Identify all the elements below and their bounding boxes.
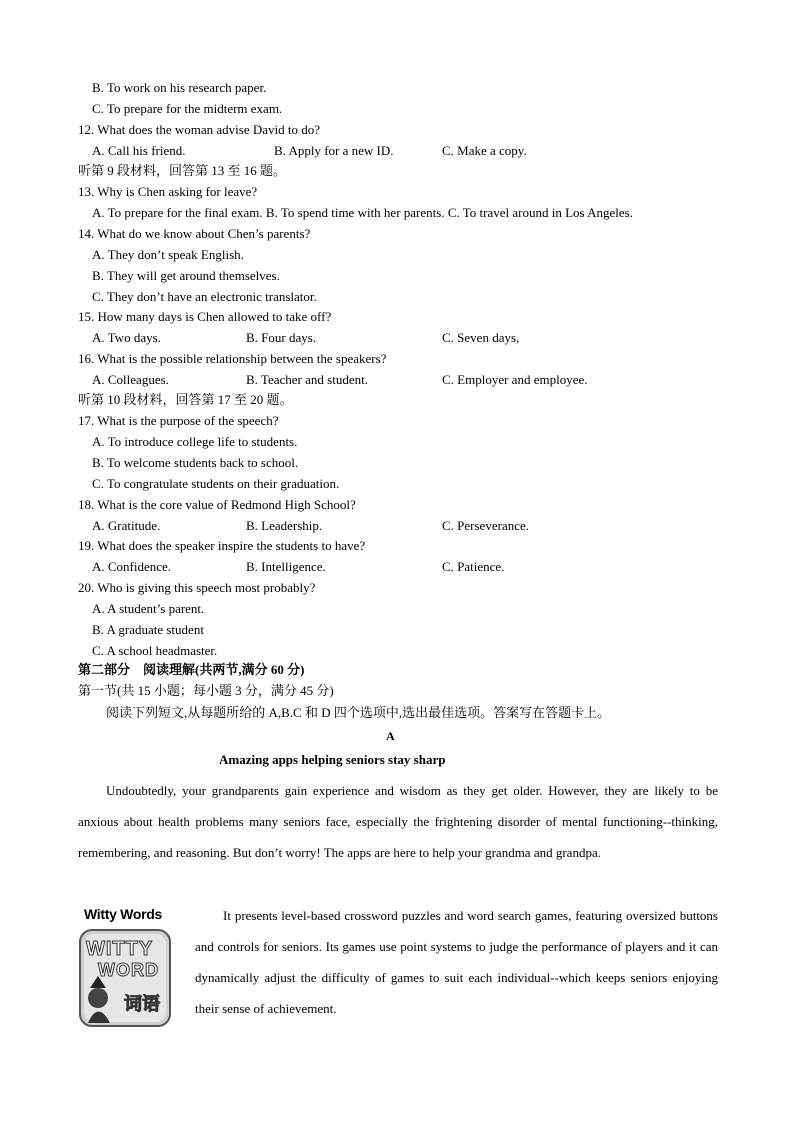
option-a: A. They don’t speak English. xyxy=(92,247,244,262)
options-line: A. To prepare for the final exam. B. To spend time with her parents. C. To travel around in Los Angeles. xyxy=(92,205,633,220)
passage-letter: A xyxy=(386,729,395,743)
option-c: C. To congratulate students on their graduation. xyxy=(92,476,340,491)
option-c: C. Perseverance. xyxy=(442,518,529,533)
witty-words-logo xyxy=(78,928,174,1028)
option-a: A. Confidence. xyxy=(92,559,172,574)
option-a: A. A student’s parent. xyxy=(92,601,205,616)
option-a: A. Call his friend. xyxy=(92,143,186,158)
option-b: B. Apply for a new ID. xyxy=(274,143,394,158)
section-heading: 听第 10 段材料，回答第 17 至 20 题。 xyxy=(78,392,293,407)
option-b: B. Teacher and student. xyxy=(246,372,368,387)
option-b: B. Intelligence. xyxy=(246,559,326,574)
option-a: A. To introduce college life to students. xyxy=(92,434,298,449)
question-14: 14. What do we know about Chen’s parents? xyxy=(78,226,311,241)
question-13: 13. Why is Chen asking for leave? xyxy=(78,184,258,199)
option-b: B. Leadership. xyxy=(246,518,323,533)
option-line: B. To work on his research paper. xyxy=(92,80,267,95)
question-12: 12. What does the woman advise David to do? xyxy=(78,122,321,137)
option-c: C. They don’t have an electronic translator. xyxy=(92,289,317,304)
option-c: C. Employer and employee. xyxy=(442,372,588,387)
option-c: C. Seven days, xyxy=(442,330,520,345)
intro-paragraph: Undoubtedly, your grandparents gain experience and wisdom as they get older. However, they are likely to be anxious about health problems many seniors face, especially the frightening disorder of mental functioning--thinking, remembering, and reasoning. But don’t worry! The apps are here to help your grandma and grandpa. xyxy=(78,783,718,860)
option-line: C. To prepare for the midterm exam. xyxy=(92,101,283,116)
question-17: 17. What is the purpose of the speech? xyxy=(78,413,279,428)
option-c: C. A school headmaster. xyxy=(92,643,218,658)
instruction-text: 阅读下列短文,从每题所给的 A,B.C 和 D 四个选项中,选出最佳选项。答案写在答题卡上。 xyxy=(106,705,611,720)
section-heading: 第一节(共 15 小题；每小题 3 分，满分 45 分) xyxy=(78,683,334,698)
option-b: B. They will get around themselves. xyxy=(92,268,280,283)
question-19: 19. What does the speaker inspire the students to have? xyxy=(78,538,366,553)
option-c: C. Patience. xyxy=(442,559,505,574)
question-15: 15. How many days is Chen allowed to take off? xyxy=(78,309,332,324)
part-heading: 第二部分 阅读理解(共两节,满分 60 分) xyxy=(78,662,305,677)
passage-title: Amazing apps helping seniors stay sharp xyxy=(219,752,446,767)
option-b: B. To welcome students back to school. xyxy=(92,455,299,470)
logo-text-top: WITTY xyxy=(86,938,154,960)
question-16: 16. What is the possible relationship between the speakers? xyxy=(78,351,387,366)
question-20: 20. Who is giving this speech most probably? xyxy=(78,580,316,595)
logo-text-bottom: WORD xyxy=(98,960,159,980)
app-description: It presents level-based crossword puzzles and word search games, featuring oversized buttons and controls for seniors. Its games use point systems to judge the performance of players and it can dynamically adjust the difficulty of games to suit each individual--which keeps seniors enjoying their sense of achievement. xyxy=(195,908,718,1016)
section-heading: 听第 9 段材料，回答第 13 至 16 题。 xyxy=(78,163,287,178)
option-b: B. Four days. xyxy=(246,330,317,345)
question-18: 18. What is the core value of Redmond High School? xyxy=(78,497,356,512)
option-a: A. Two days. xyxy=(92,330,161,345)
option-c: C. Make a copy. xyxy=(442,143,527,158)
app-logo-label: Witty Words xyxy=(84,906,162,922)
option-a: A. Gratitude. xyxy=(92,518,161,533)
option-a: A. Colleagues. xyxy=(92,372,169,387)
logo-chinese: 词语 xyxy=(124,994,160,1014)
option-b: B. A graduate student xyxy=(92,622,204,637)
